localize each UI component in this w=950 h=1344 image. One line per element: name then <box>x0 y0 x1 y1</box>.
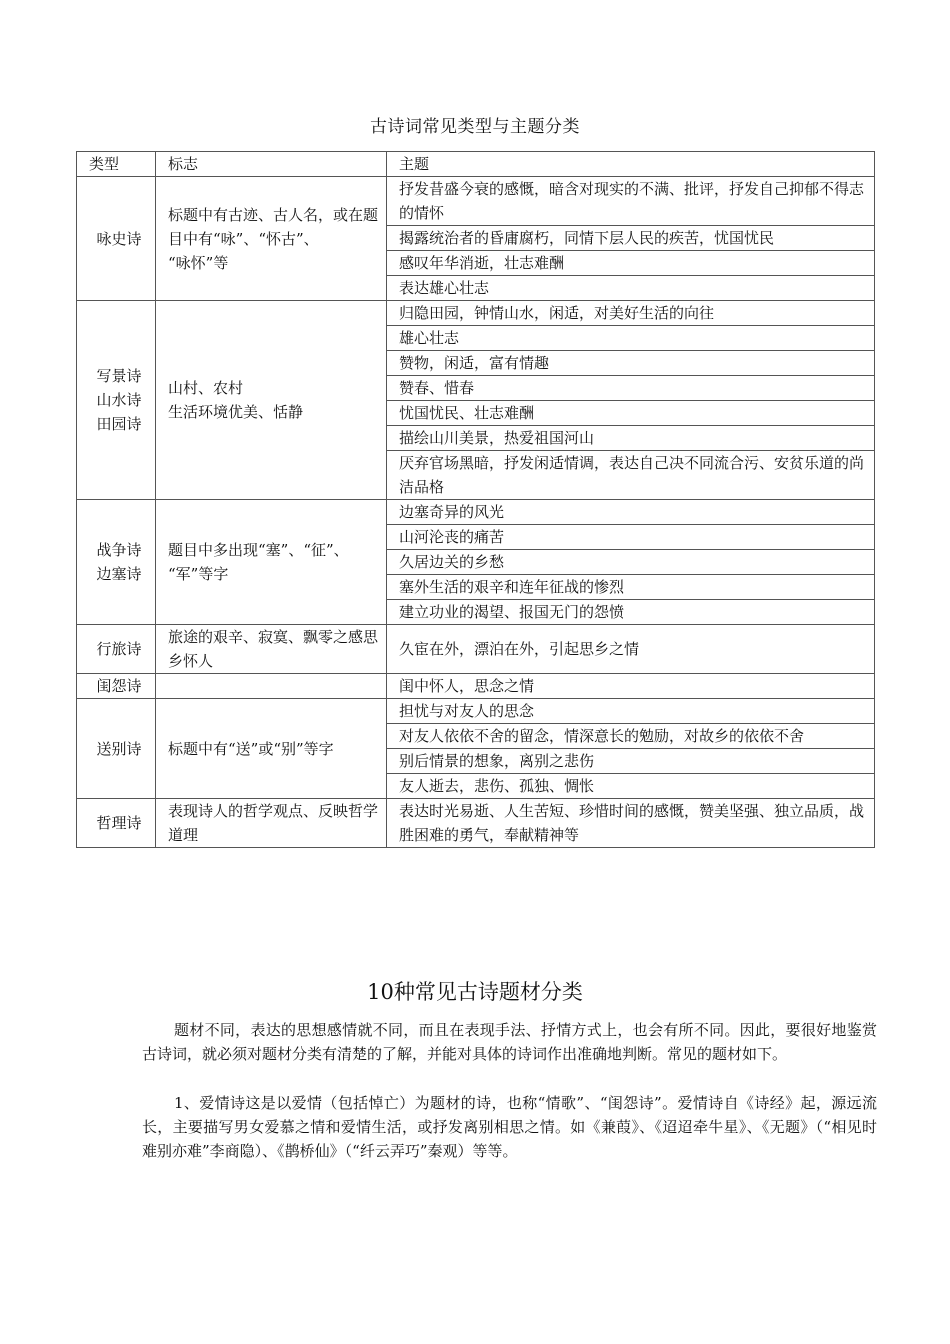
poem-theme-cell: 感叹年华消逝，壮志难酬 <box>387 251 875 276</box>
poem-theme-cell: 山河沦丧的痛苦 <box>387 525 875 550</box>
poem-theme-cell: 忧国忧民、壮志难酬 <box>387 401 875 426</box>
poem-mark-cell <box>156 674 387 699</box>
table-row <box>77 625 875 674</box>
poem-mark-cell: 标题中有“送”或“别”等字 <box>156 699 387 799</box>
poem-theme-cell: 表达雄心壮志 <box>387 276 875 301</box>
poem-type-cell: 战争诗 边塞诗 <box>77 500 156 625</box>
poem-mark-cell: 表现诗人的哲学观点、反映哲学道理 <box>156 799 387 848</box>
poem-type-cell: 哲理诗 <box>77 799 156 848</box>
poem-mark-cell: 山村、农村 生活环境优美、恬静 <box>156 301 387 500</box>
table-title: 古诗词常见类型与主题分类 <box>370 117 580 137</box>
poem-theme-cell: 担忧与对友人的思念 <box>387 699 875 724</box>
intro-paragraph: 题材不同，表达的思想感情就不同，而且在表现手法、抒情方式上，也会有所不同。因此，要很好地鉴赏古诗词，就必须对题材分类有清楚的了解，并能对具体的诗词作出准确地判断。常见的题材如下。 <box>142 1021 877 1063</box>
header-cell: 类型 <box>77 152 156 177</box>
poem-theme-cell: 赞春、惜春 <box>387 376 875 401</box>
poetry-type-table <box>76 151 875 848</box>
poem-theme-cell: 建立功业的渴望、报国无门的怨愤 <box>387 600 875 625</box>
poem-theme-cell: 厌弃官场黑暗，抒发闲适情调，表达自己决不同流合污、安贫乐道的尚洁品格 <box>387 451 875 500</box>
table-row <box>77 799 875 848</box>
table-header-row <box>77 152 875 177</box>
poem-theme-cell: 表达时光易逝、人生苦短、珍惜时间的感慨，赞美坚强、独立品质，战胜困难的勇气，奉献精神等 <box>387 799 875 848</box>
poem-theme-cell: 雄心壮志 <box>387 326 875 351</box>
poem-mark-cell: 题目中多出现“塞”、“征”、 “军”等字 <box>156 500 387 625</box>
poem-type-cell: 行旅诗 <box>77 625 156 674</box>
table-row <box>77 500 875 525</box>
poem-theme-cell: 久宦在外，漂泊在外，引起思乡之情 <box>387 625 875 674</box>
poem-mark-cell: 旅途的艰辛、寂寞、飘零之感思乡怀人 <box>156 625 387 674</box>
poem-type-cell: 写景诗 山水诗 田园诗 <box>77 301 156 500</box>
poem-theme-cell: 抒发昔盛今衰的感慨，暗含对现实的不满、批评，抒发自己抑郁不得志的情怀 <box>387 177 875 226</box>
poem-theme-cell: 久居边关的乡愁 <box>387 550 875 575</box>
poem-theme-cell: 赞物，闲适，富有情趣 <box>387 351 875 376</box>
poem-theme-cell: 闺中怀人，思念之情 <box>387 674 875 699</box>
poem-mark-cell: 标题中有古迹、古人名，或在题目中有“咏”、“怀古”、 “咏怀”等 <box>156 177 387 301</box>
table-row <box>77 301 875 326</box>
poem-type-cell: 咏史诗 <box>77 177 156 301</box>
table-row <box>77 177 875 226</box>
poem-theme-cell: 归隐田园，钟情山水，闲适，对美好生活的向往 <box>387 301 875 326</box>
poem-theme-cell: 揭露统治者的昏庸腐朽，同情下层人民的疾苦，忧国忧民 <box>387 226 875 251</box>
poem-theme-cell: 描绘山川美景，热爱祖国河山 <box>387 426 875 451</box>
poem-theme-cell: 边塞奇异的风光 <box>387 500 875 525</box>
love-poem-paragraph: 1、爱情诗这是以爱情（包括悼亡）为题材的诗，也称“情歌”、“闺怨诗”。爱情诗自《诗经》起，源远流长，主要描写男女爱慕之情和爱情生活，或抒发离别相思之情。如《兼葭》、《迢迢牵牛星》、《无题》（“相见时难别亦难”李商隐）、《鹊桥仙》（“纤云弄巧”秦观）等等。 <box>142 1094 877 1160</box>
table-row <box>77 699 875 724</box>
header-cell: 标志 <box>156 152 387 177</box>
section-title: 10种常见古诗题材分类 <box>367 980 583 1004</box>
poem-theme-cell: 塞外生活的艰辛和连年征战的惨烈 <box>387 575 875 600</box>
poem-theme-cell: 别后情景的想象，离别之悲伤 <box>387 749 875 774</box>
poem-theme-cell: 对友人依依不舍的留念，情深意长的勉励，对故乡的依依不舍 <box>387 724 875 749</box>
poem-theme-cell: 友人逝去，悲伤、孤独、惆怅 <box>387 774 875 799</box>
poem-type-cell: 闺怨诗 <box>77 674 156 699</box>
table-row <box>77 674 875 699</box>
poem-type-cell: 送别诗 <box>77 699 156 799</box>
header-cell: 主题 <box>387 152 875 177</box>
